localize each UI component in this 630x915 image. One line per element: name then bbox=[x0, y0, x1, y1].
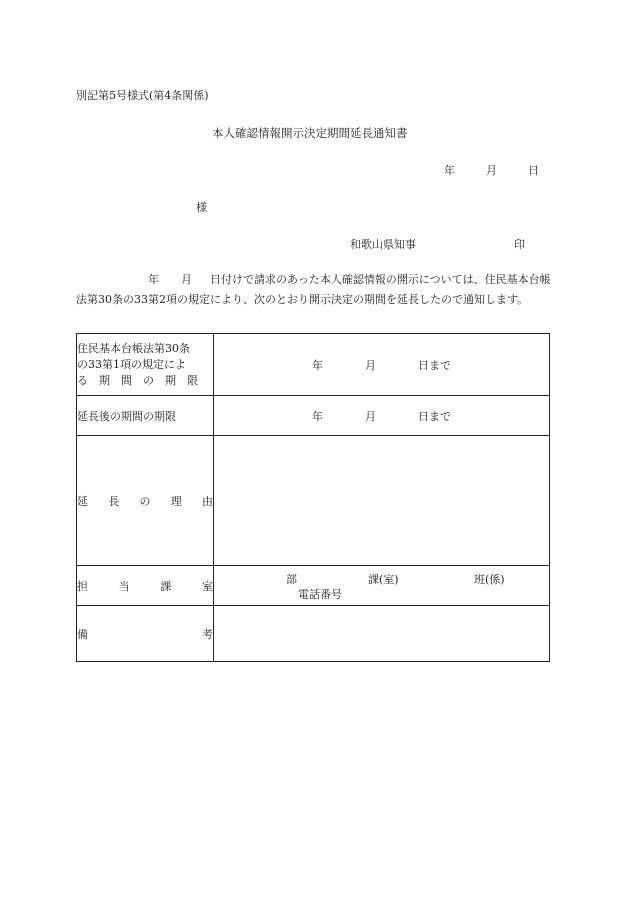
remarks-value[interactable] bbox=[214, 606, 550, 662]
table-row bbox=[77, 566, 550, 606]
form-number: 別記第5号様式(第4条関係) bbox=[76, 89, 209, 102]
deadline-day: 日まで bbox=[418, 358, 451, 372]
body-month: 月 bbox=[181, 273, 192, 286]
dept-field: 部 bbox=[286, 573, 297, 586]
label-char: の bbox=[139, 494, 151, 508]
label-char: 延 bbox=[77, 494, 88, 508]
label-line: の33第1項の規定によ bbox=[77, 357, 186, 371]
extended-day: 日まで bbox=[418, 409, 451, 423]
department-value[interactable] bbox=[214, 566, 550, 606]
table-row bbox=[77, 436, 550, 566]
department-label bbox=[77, 566, 214, 606]
label-char: 由 bbox=[202, 494, 213, 508]
table-row bbox=[77, 606, 550, 662]
label-line: 住民基本台帳法第30条 bbox=[77, 341, 190, 355]
sender-name: 和歌山県知事 bbox=[350, 238, 416, 251]
extended-deadline-value[interactable] bbox=[214, 396, 550, 436]
notice-body bbox=[76, 270, 552, 310]
date-day: 日 bbox=[528, 164, 539, 177]
addressee-suffix: 様 bbox=[196, 201, 207, 214]
extended-year: 年 bbox=[312, 409, 323, 423]
seal-mark: 印 bbox=[514, 238, 525, 251]
label-char: 備 bbox=[77, 627, 88, 641]
body-year: 年 bbox=[148, 273, 159, 286]
table-row bbox=[77, 396, 550, 436]
extended-month: 月 bbox=[365, 409, 376, 423]
date-month: 月 bbox=[486, 164, 497, 177]
original-deadline-label bbox=[77, 334, 214, 396]
date-year: 年 bbox=[444, 164, 455, 177]
reason-value[interactable] bbox=[214, 436, 550, 566]
date-line bbox=[444, 162, 539, 178]
section-field: 課(室) bbox=[368, 573, 399, 586]
table-row bbox=[77, 334, 550, 396]
phone-field: 電話番号 bbox=[298, 588, 342, 601]
deadline-year: 年 bbox=[312, 358, 323, 372]
deadline-month: 月 bbox=[365, 358, 376, 372]
document-title: 本人確認情報開示決定期間延長通知書 bbox=[212, 126, 408, 140]
reason-label bbox=[77, 436, 214, 566]
label-char: 課 bbox=[160, 579, 172, 593]
remarks-label bbox=[77, 606, 214, 662]
label-char: 理 bbox=[170, 494, 182, 508]
extension-table bbox=[76, 333, 550, 662]
original-deadline-value[interactable] bbox=[214, 334, 550, 396]
body-text: 日付けで請求のあった本人確認情報の開示については、住民基本台帳法第30条の33第2項の規定により、次のとおり開示決定の期間を延長したので通知します。 bbox=[76, 273, 551, 306]
label-char: 長 bbox=[108, 494, 120, 508]
label-line: る 期 間 の 期 限 bbox=[77, 373, 198, 387]
label-char: 室 bbox=[201, 579, 213, 593]
label-char: 考 bbox=[202, 627, 213, 641]
extended-deadline-label: 延長後の期間の期限 bbox=[77, 396, 214, 436]
team-field: 班(係) bbox=[474, 573, 505, 586]
label-char: 当 bbox=[118, 579, 130, 593]
label-char: 担 bbox=[77, 579, 88, 593]
